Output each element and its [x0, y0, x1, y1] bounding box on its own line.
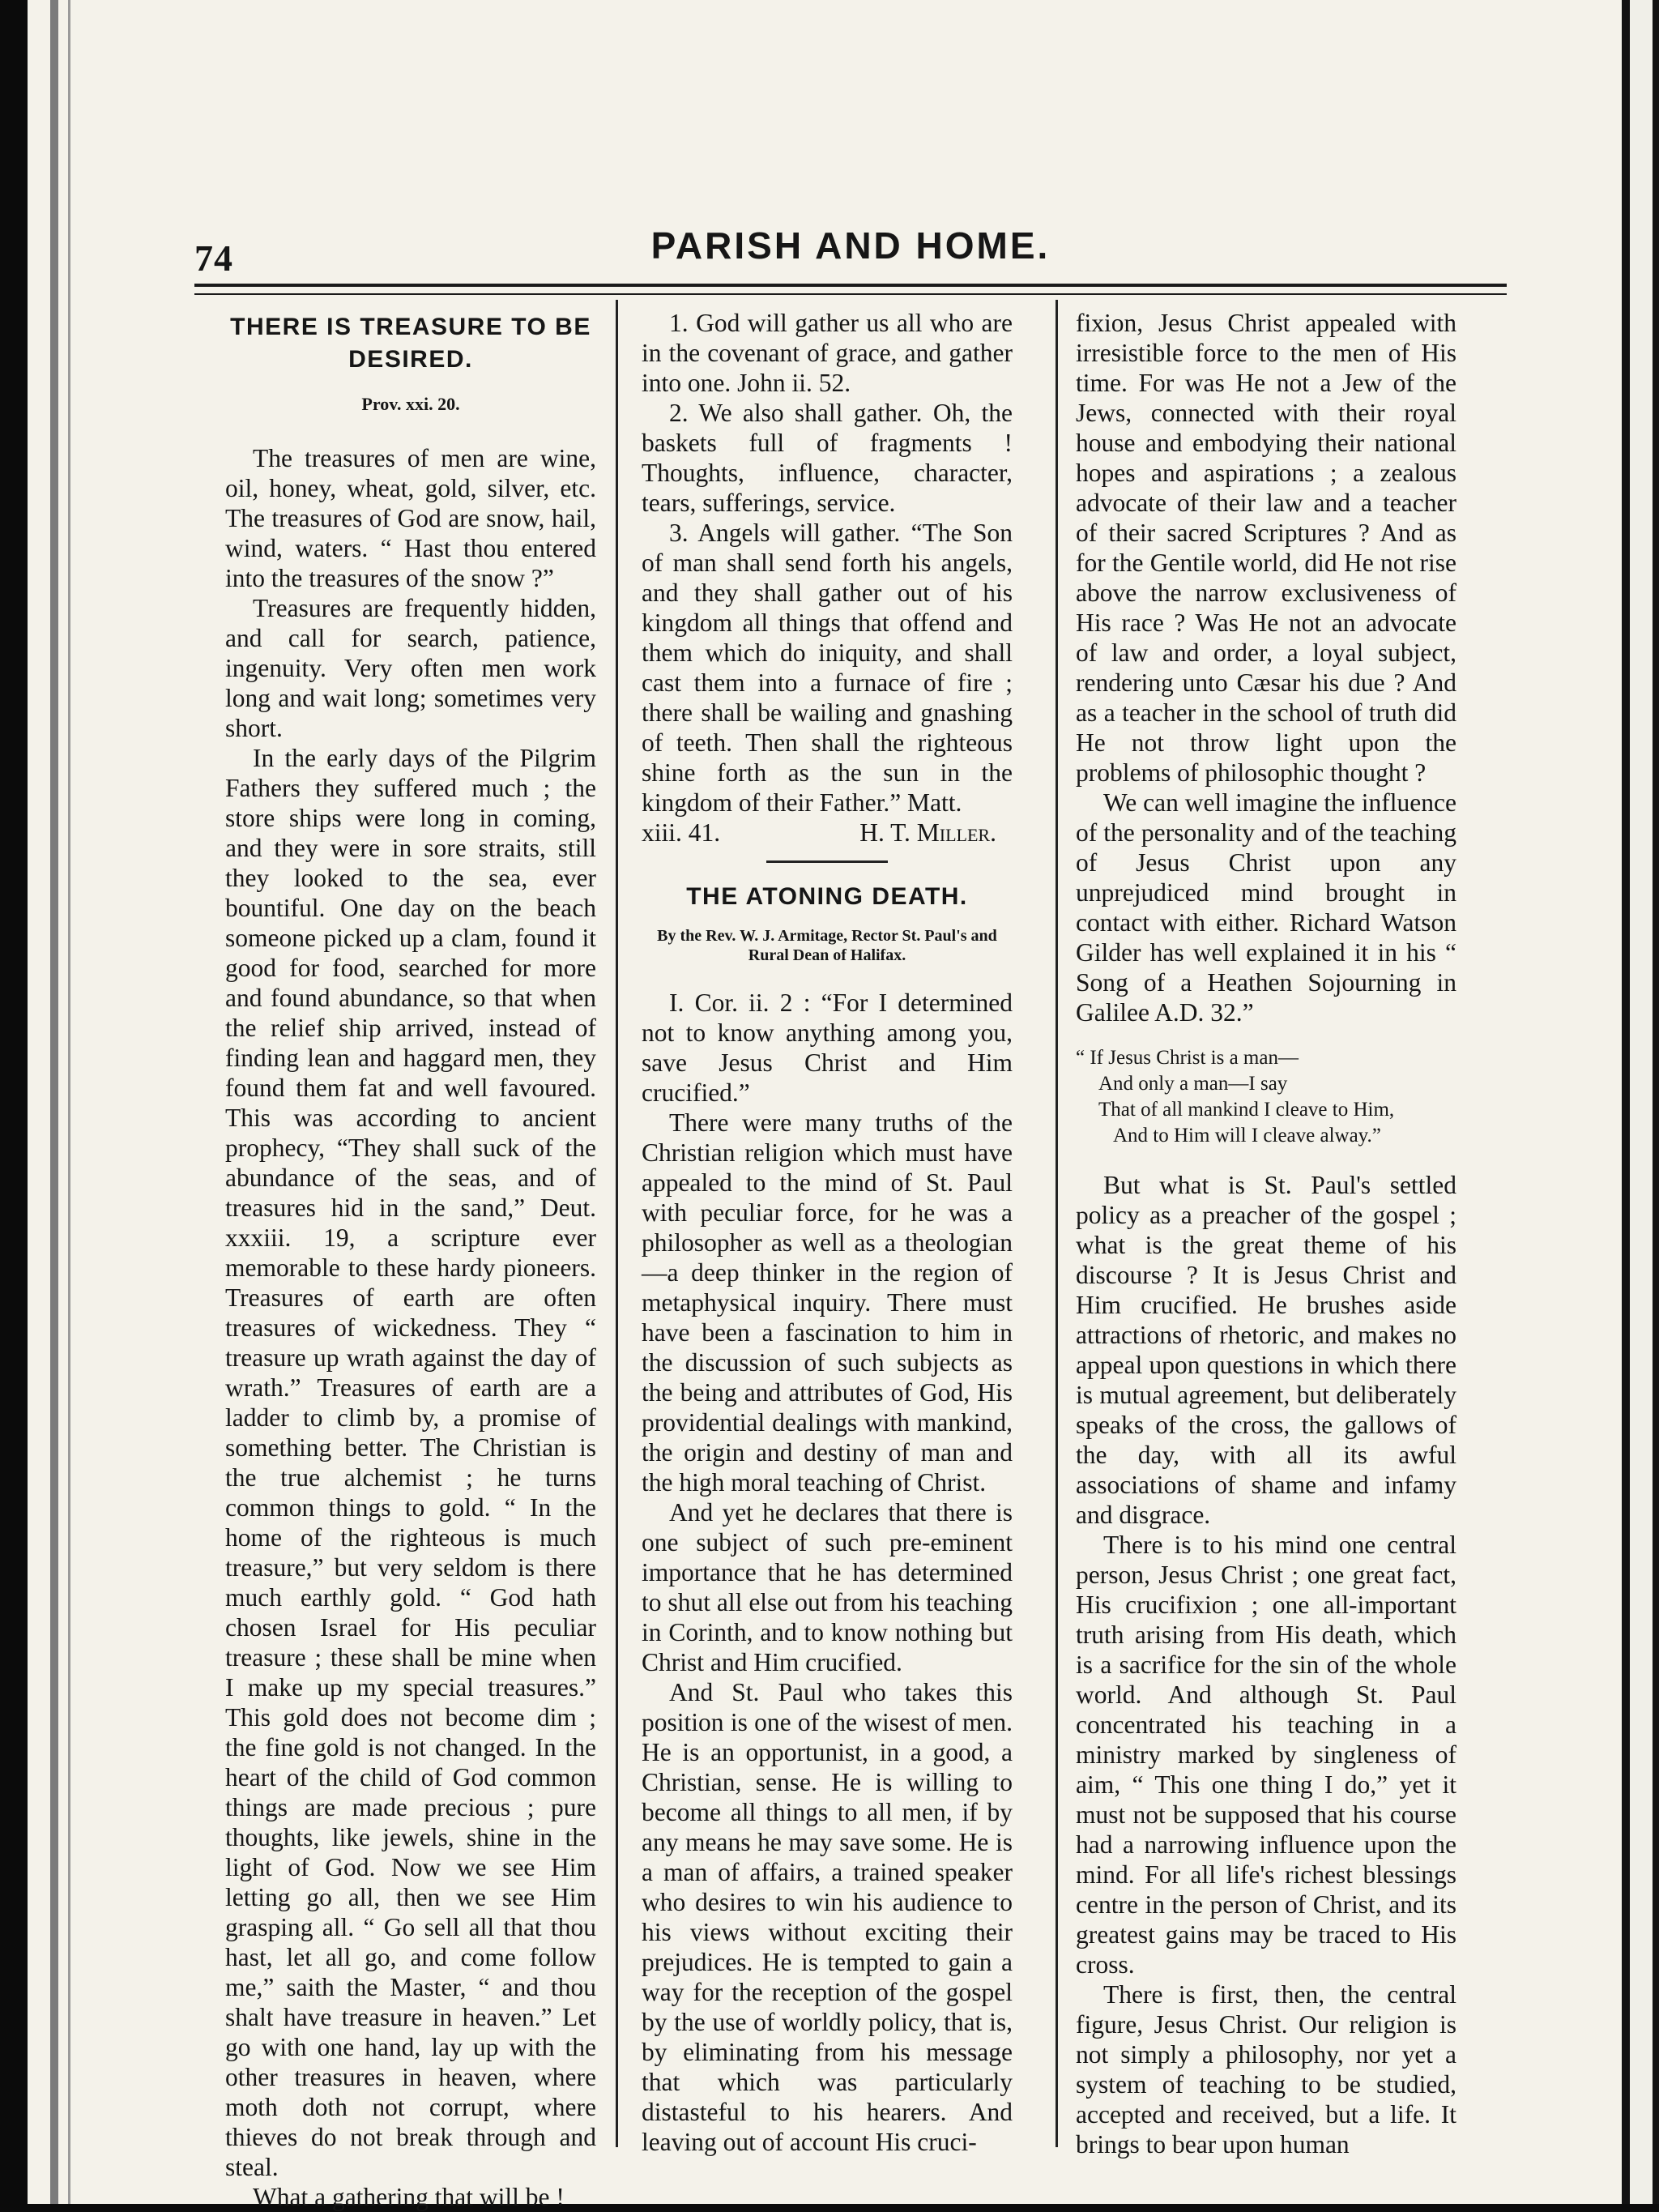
- signature-line: [642, 818, 1013, 848]
- column-divider: [616, 300, 618, 2147]
- poem-line: And only a man—I say: [1098, 1073, 1288, 1095]
- scripture-reference: Prov. xxi. 20.: [361, 394, 460, 414]
- paragraph: But what is St. Paul's settled policy as a preacher of the gospel ; what is the great theme of his discourse ? It is Jesus Christ and Him crucified. He brushes aside attractions of rhetoric, and makes no appeal upon questions in which there is mutual agreement, but deliberately speaks of the cross, the gallows of the day, with all its awful associations of shame and infamy and disgrace.: [1076, 1171, 1456, 1529]
- next-page-edge: [1622, 0, 1659, 2204]
- column-3: [1076, 308, 1456, 2163]
- column-2: [642, 308, 1013, 2163]
- header-rule-thin: [194, 293, 1507, 295]
- paragraph: Treasures are frequently hidden, and call for search, patience, ingenuity. Very often men work long and wait long; sometimes very short.: [225, 594, 596, 742]
- page-number: 74: [194, 237, 233, 279]
- paragraph: I. Cor. ii. 2 : “For I determined not to know anything among you, save Jesus Christ and Him crucified.”: [642, 989, 1013, 1107]
- paragraph: We can well imagine the influence of the personality and of the teaching of Jesus Christ upon any unprejudiced mind brought in contact with either. Richard Watson Gilder has well explained it in his “ Song of a Heathen Sojourning in Galilee A.D. 32.”: [1076, 788, 1456, 1027]
- paragraph: And St. Paul who takes this position is one of the wisest of men. He is an opportunist, in a good, a Christian, sense. He is willing to become all things to all men, if by any means he may save some. He is a man of affairs, a trained speaker who desires to win his audience to his views without exciting their prejudices. He is tempted to gain a way for the reception of the gospel by the use of worldly policy, that is, by eliminating from his message that which was particularly distasteful to his hearers. And leaving out of account His cruci-: [642, 1678, 1013, 2156]
- paragraph: There were many truths of the Christian religion which must have appealed to the mind of St. Paul with peculiar force, for he was a philosopher as well as a theologian —a deep thinker in the region of metaphysical inquiry. There must have been a fascination to him in the discussion of such subjects as the being and attributes of God, His providential dealings with mankind, the origin and destiny of man and the high moral teaching of Christ.: [642, 1108, 1013, 1497]
- paragraph: In the early days of the Pilgrim Fathers they suffered much ; the store ships were long in coming, and they were in sore straits, still they looked to the sea, ever bountiful. One day on the beach someone picked up a clam, found it good for food, searched for more and found abundance, so that when the relief ship arrived, instead of finding lean and haggard men, they found them fat and well favoured. This was according to ancient prophecy, “They shall suck of the abundance of the seas, and of treasures hid in the sand,” Deut. xxxiii. 19, a scripture ever memorable to these hardy pioneers. Treasures of earth are often treasures of wickedness. They “ treasure up wrath against the day of wrath.” Treasures of earth are a ladder to climb by, a promise of something better. The Christian is the true alchemist ; he turns common things to gold. “ In the home of the righteous is much treasure,” but very seldom is there much earthly gold. “ God hath chosen Israel for His peculiar treasure ; these shall be mine when I make up my special treasures.” This gold does not become dim ; the fine gold is not changed. In the heart of the child of God common things are made precious ; pure thoughts, like jewels, shine in the light of God. Now we see Him letting go all, then we see Him grasping all. “ Go sell all that thou hast, let all go, and come follow me,” saith the Master, “ and thou shalt have treasure in heaven.” Let go with one hand, lay up with the other treasures in heaven, where moth doth not corrupt, where thieves do not break through and steal.: [225, 744, 596, 2181]
- paragraph-text: 3. Angels will gather. “The Son of man shall send forth his angels, and they shall gather out of his kingdom all things that offend and them which do iniquity, and shall cast them into a furnace of fire ; there shall be wailing and gnashing of teeth. Then shall the righteous shine forth as the sun in the kingdom of their Father.” Matt.: [642, 519, 1013, 817]
- poem: [1076, 1045, 1456, 1149]
- author-signature: H. T. Miller.: [859, 818, 996, 847]
- article-title: THE ATONING DEATH.: [686, 883, 968, 910]
- paragraph: 2. We also shall gather. Oh, the baskets full of fragments ! Thoughts, influence, character, tears, sufferings, service.: [642, 399, 1013, 517]
- column-1: [225, 308, 596, 2211]
- paragraph: [642, 518, 1013, 818]
- binding-line: [68, 0, 70, 2204]
- poem-line: That of all mankind I cleave to Him,: [1098, 1099, 1395, 1121]
- column-divider: [1056, 300, 1058, 2147]
- paragraph: There is to his mind one central person, Jesus Christ ; one great fact, His crucifixion ; one all-important truth arising from His death, which is a sacrifice for the sin of the whole world. And although St. Paul concentrated his teaching in a ministry marked by singleness of aim, “ This one thing I do,” yet it must not be supposed that his course had a narrowing influence upon the mind. For all life's richest blessings centre in the person of Christ, and its greatest gains may be traced to His cross.: [1076, 1531, 1456, 1979]
- section-divider: [766, 860, 888, 863]
- paragraph: And yet he declares that there is one subject of such pre-eminent importance that he has determined to shut all else out from his teaching in Corinth, and to know nothing but Christ and Him crucified.: [642, 1498, 1013, 1676]
- paragraph: The treasures of men are wine, oil, honey, wheat, gold, silver, etc. The treasures of God are snow, hail, wind, waters. “ Hast thou entered into the treasures of the snow ?”: [225, 444, 596, 592]
- paragraph: 1. God will gather us all who are in the covenant of grace, and gather into one. John ii. 52.: [642, 309, 1013, 397]
- running-title: PARISH AND HOME.: [650, 224, 1051, 267]
- paragraph: There is first, then, the central figure, Jesus Christ. Our religion is not simply a philosophy, nor yet a system of teaching to be studied, accepted and received, but a life. It brings to bear upon human: [1076, 1980, 1456, 2159]
- signature-reference: xiii. 41.: [642, 818, 721, 847]
- binding-shadow: [50, 0, 58, 2204]
- poem-line: And to Him will I cleave alway.”: [1113, 1125, 1381, 1147]
- paragraph: What a gathering that will be !: [253, 2183, 565, 2211]
- paragraph: fixion, Jesus Christ appealed with irresistible force to the men of His time. For was He not a Jew of the Jews, connected with their royal house and embodying their national hopes and aspirations ; a zealous advocate of their law and a teacher of their sacred Scriptures ? And as for the Gentile world, did He not rise above the narrow exclusiveness of His race ? Was He not an advocate of law and order, a loyal subject, rendering unto Cæsar his due ? And as a teacher in the school of truth did He not throw light upon the problems of philosophic thought ?: [1076, 309, 1456, 787]
- article-title: THERE IS TREASURE TO BE DESIRED.: [230, 314, 591, 373]
- byline: By the Rev. W. J. Armitage, Rector St. Paul's and Rural Dean of Halifax.: [657, 927, 997, 964]
- header-rule: [194, 284, 1507, 287]
- poem-line: “ If Jesus Christ is a man—: [1076, 1047, 1299, 1069]
